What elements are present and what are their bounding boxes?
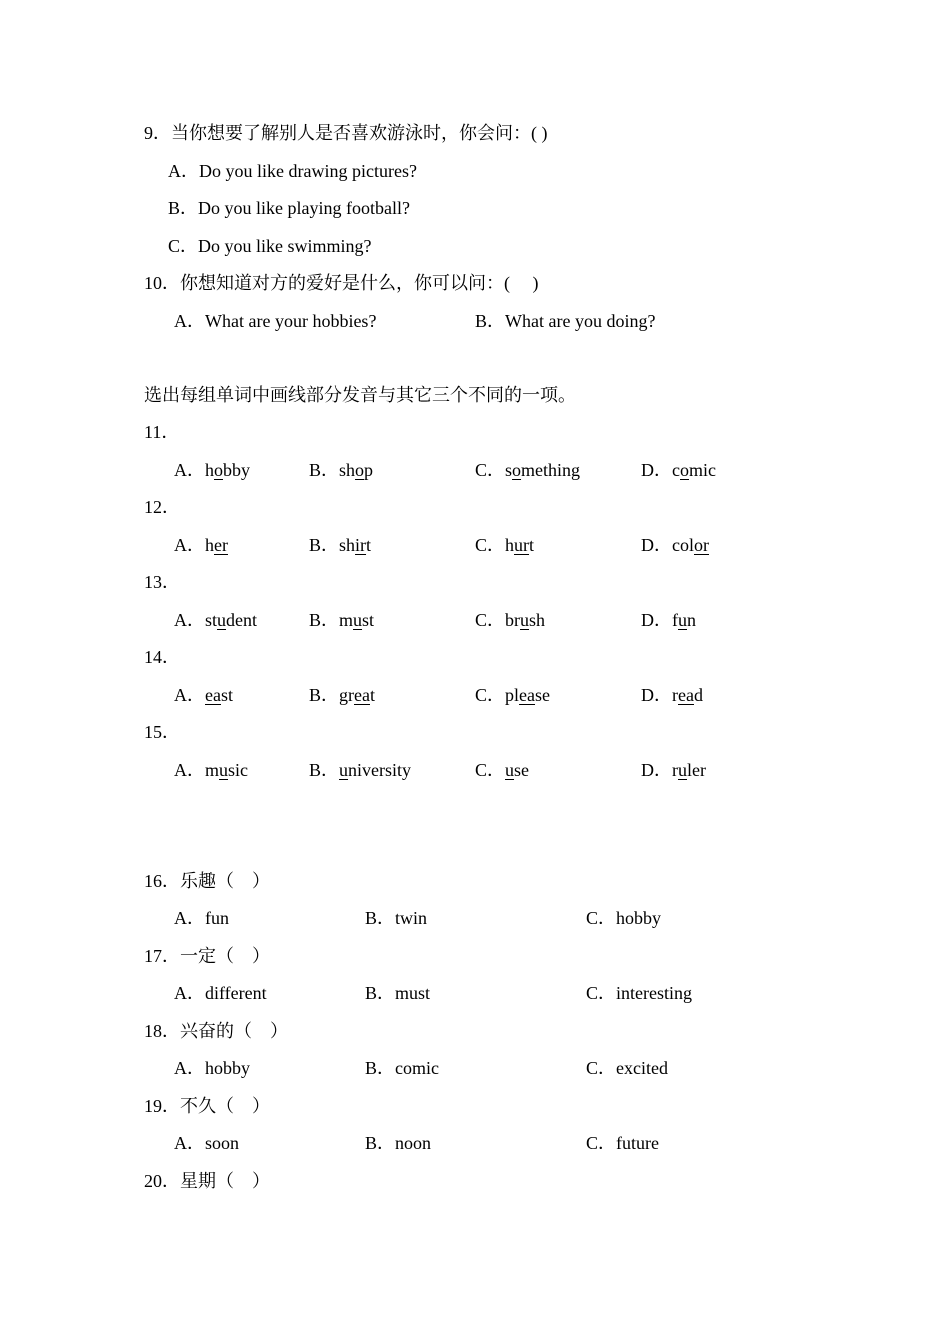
question-9-option-c[interactable]: C．Do you like swimming? — [168, 236, 372, 256]
option-label: C． — [475, 685, 506, 705]
question-15-option-d[interactable] — [641, 758, 706, 782]
option-label: C． — [475, 535, 506, 555]
question-17-option-a[interactable]: A．different — [174, 983, 267, 1003]
question-11-option-d[interactable] — [641, 458, 716, 482]
option-label: B． — [309, 760, 340, 780]
option-label: A． — [174, 685, 205, 705]
question-13-number: 13． — [144, 572, 180, 592]
question-19-stem: 19．不久（ ） — [144, 1096, 270, 1116]
question-19-option-c[interactable]: C．future — [586, 1133, 659, 1153]
question-9-option-b[interactable]: B．Do you like playing football? — [168, 198, 410, 218]
option-pre: sh — [339, 460, 356, 480]
option-pre: br — [505, 610, 521, 630]
question-12-option-b[interactable] — [309, 533, 371, 557]
question-9-option-a[interactable]: A．Do you like drawing pictures? — [168, 161, 417, 181]
underlined-letters: u — [353, 610, 363, 630]
option-post: ler — [687, 760, 706, 780]
question-14-option-c[interactable] — [475, 683, 550, 707]
question-16-stem: 16．乐趣（ ） — [144, 871, 270, 891]
question-18-option-c[interactable]: C．excited — [586, 1058, 668, 1078]
question-13-option-b[interactable] — [309, 608, 374, 632]
option-pre: s — [505, 460, 513, 480]
question-12-number: 12． — [144, 497, 180, 517]
underlined-letters: o — [355, 460, 365, 480]
question-10-option-b[interactable]: B．What are you doing? — [475, 311, 656, 331]
underlined-letters: u — [520, 610, 530, 630]
question-14-number: 14． — [144, 647, 180, 667]
option-pre: col — [672, 535, 694, 555]
underlined-letters: ea — [678, 685, 694, 705]
option-pre: m — [205, 760, 220, 780]
question-14-option-d[interactable] — [641, 683, 703, 707]
question-11-number: 11． — [144, 422, 180, 442]
question-19-option-a[interactable]: A．soon — [174, 1133, 240, 1153]
question-17-stem: 17．一定（ ） — [144, 946, 270, 966]
question-14-option-a[interactable] — [174, 683, 233, 707]
question-17-option-b[interactable]: B．must — [365, 983, 431, 1003]
option-pre: m — [339, 610, 354, 630]
option-pre: st — [205, 610, 218, 630]
option-pre: r — [672, 685, 678, 705]
option-pre: h — [205, 460, 214, 480]
question-15-option-a[interactable] — [174, 758, 248, 782]
option-label: A． — [174, 760, 205, 780]
option-post: niversity — [348, 760, 412, 780]
option-post: dent — [226, 610, 258, 630]
question-13-option-c[interactable] — [475, 608, 545, 632]
option-post: t — [366, 535, 372, 555]
option-label: B． — [309, 610, 340, 630]
question-12-option-a[interactable] — [174, 533, 228, 557]
question-13-option-d[interactable] — [641, 608, 696, 632]
option-label: D． — [641, 460, 672, 480]
underlined-letters: ea — [205, 685, 221, 705]
option-post: p — [364, 460, 374, 480]
option-label: C． — [475, 460, 506, 480]
question-11-option-a[interactable] — [174, 458, 250, 482]
underlined-letters: ea — [519, 685, 536, 705]
question-15-number: 15． — [144, 722, 180, 742]
underlined-letters: u — [678, 760, 687, 780]
underlined-letters: u — [339, 760, 349, 780]
option-pre: f — [672, 610, 678, 630]
option-post: se — [535, 685, 551, 705]
underlined-letters: er — [214, 535, 228, 555]
question-12-option-d[interactable] — [641, 533, 709, 557]
question-10-stem: 10．你想知道对方的爱好是什么，你可以问：( ) — [144, 273, 539, 293]
option-label: D． — [641, 610, 672, 630]
underlined-letters: o — [214, 460, 223, 480]
underlined-letters: ur — [514, 535, 530, 555]
question-10-option-a[interactable]: A．What are your hobbies? — [174, 311, 377, 331]
underlined-letters: or — [694, 535, 709, 555]
option-label: C． — [475, 760, 506, 780]
option-label: A． — [174, 535, 205, 555]
underlined-letters: u — [217, 610, 227, 630]
option-label: B． — [309, 685, 340, 705]
option-post: sh — [529, 610, 546, 630]
option-pre: c — [672, 460, 680, 480]
option-post: mething — [521, 460, 581, 480]
question-16-option-b[interactable]: B．twin — [365, 908, 428, 928]
underlined-letters: ir — [355, 535, 367, 555]
option-pre: h — [205, 535, 214, 555]
question-18-option-b[interactable]: B．comic — [365, 1058, 439, 1078]
question-19-option-b[interactable]: B．noon — [365, 1133, 432, 1153]
underlined-letters: ea — [354, 685, 370, 705]
question-12-option-c[interactable] — [475, 533, 534, 557]
option-post: st — [362, 610, 375, 630]
question-17-option-c[interactable]: C．interesting — [586, 983, 692, 1003]
underlined-letters: o — [512, 460, 522, 480]
option-post: d — [693, 685, 703, 705]
option-label: B． — [309, 535, 340, 555]
option-label: D． — [641, 535, 672, 555]
question-18-option-a[interactable]: A．hobby — [174, 1058, 250, 1078]
question-11-option-b[interactable] — [309, 458, 373, 482]
option-label: C． — [475, 610, 506, 630]
option-post: t — [370, 685, 376, 705]
option-label: A． — [174, 460, 205, 480]
option-pre: h — [505, 535, 515, 555]
option-pre: r — [672, 760, 678, 780]
option-pre: pl — [505, 685, 520, 705]
question-15-option-b[interactable] — [309, 758, 411, 782]
question-15-option-c[interactable] — [475, 758, 529, 782]
option-label: B． — [309, 460, 340, 480]
option-post: bby — [223, 460, 250, 480]
option-post: t — [529, 535, 535, 555]
option-label: D． — [641, 760, 672, 780]
underlined-letters: u — [678, 610, 687, 630]
question-18-stem: 18．兴奋的（ ） — [144, 1021, 288, 1041]
question-16-option-a[interactable]: A．fun — [174, 908, 229, 928]
option-post: sic — [228, 760, 249, 780]
section-instruction: 选出每组单词中画线部分发音与其它三个不同的一项。 — [144, 385, 576, 405]
question-9-stem: 9．当你想要了解别人是否喜欢游泳时，你会问：( ) — [144, 123, 548, 143]
question-11-option-c[interactable] — [475, 458, 580, 482]
option-post: n — [687, 610, 696, 630]
option-post: se — [514, 760, 530, 780]
option-pre: gr — [339, 685, 355, 705]
option-label: A． — [174, 610, 205, 630]
question-20-stem: 20．星期（ ） — [144, 1171, 270, 1191]
underlined-letters: u — [219, 760, 229, 780]
question-14-option-b[interactable] — [309, 683, 375, 707]
underlined-letters: o — [680, 460, 689, 480]
underlined-letters: u — [505, 760, 515, 780]
option-post: mic — [689, 460, 716, 480]
option-post: st — [220, 685, 233, 705]
question-16-option-c[interactable]: C．hobby — [586, 908, 662, 928]
question-13-option-a[interactable] — [174, 608, 257, 632]
option-label: D． — [641, 685, 672, 705]
option-pre: sh — [339, 535, 356, 555]
